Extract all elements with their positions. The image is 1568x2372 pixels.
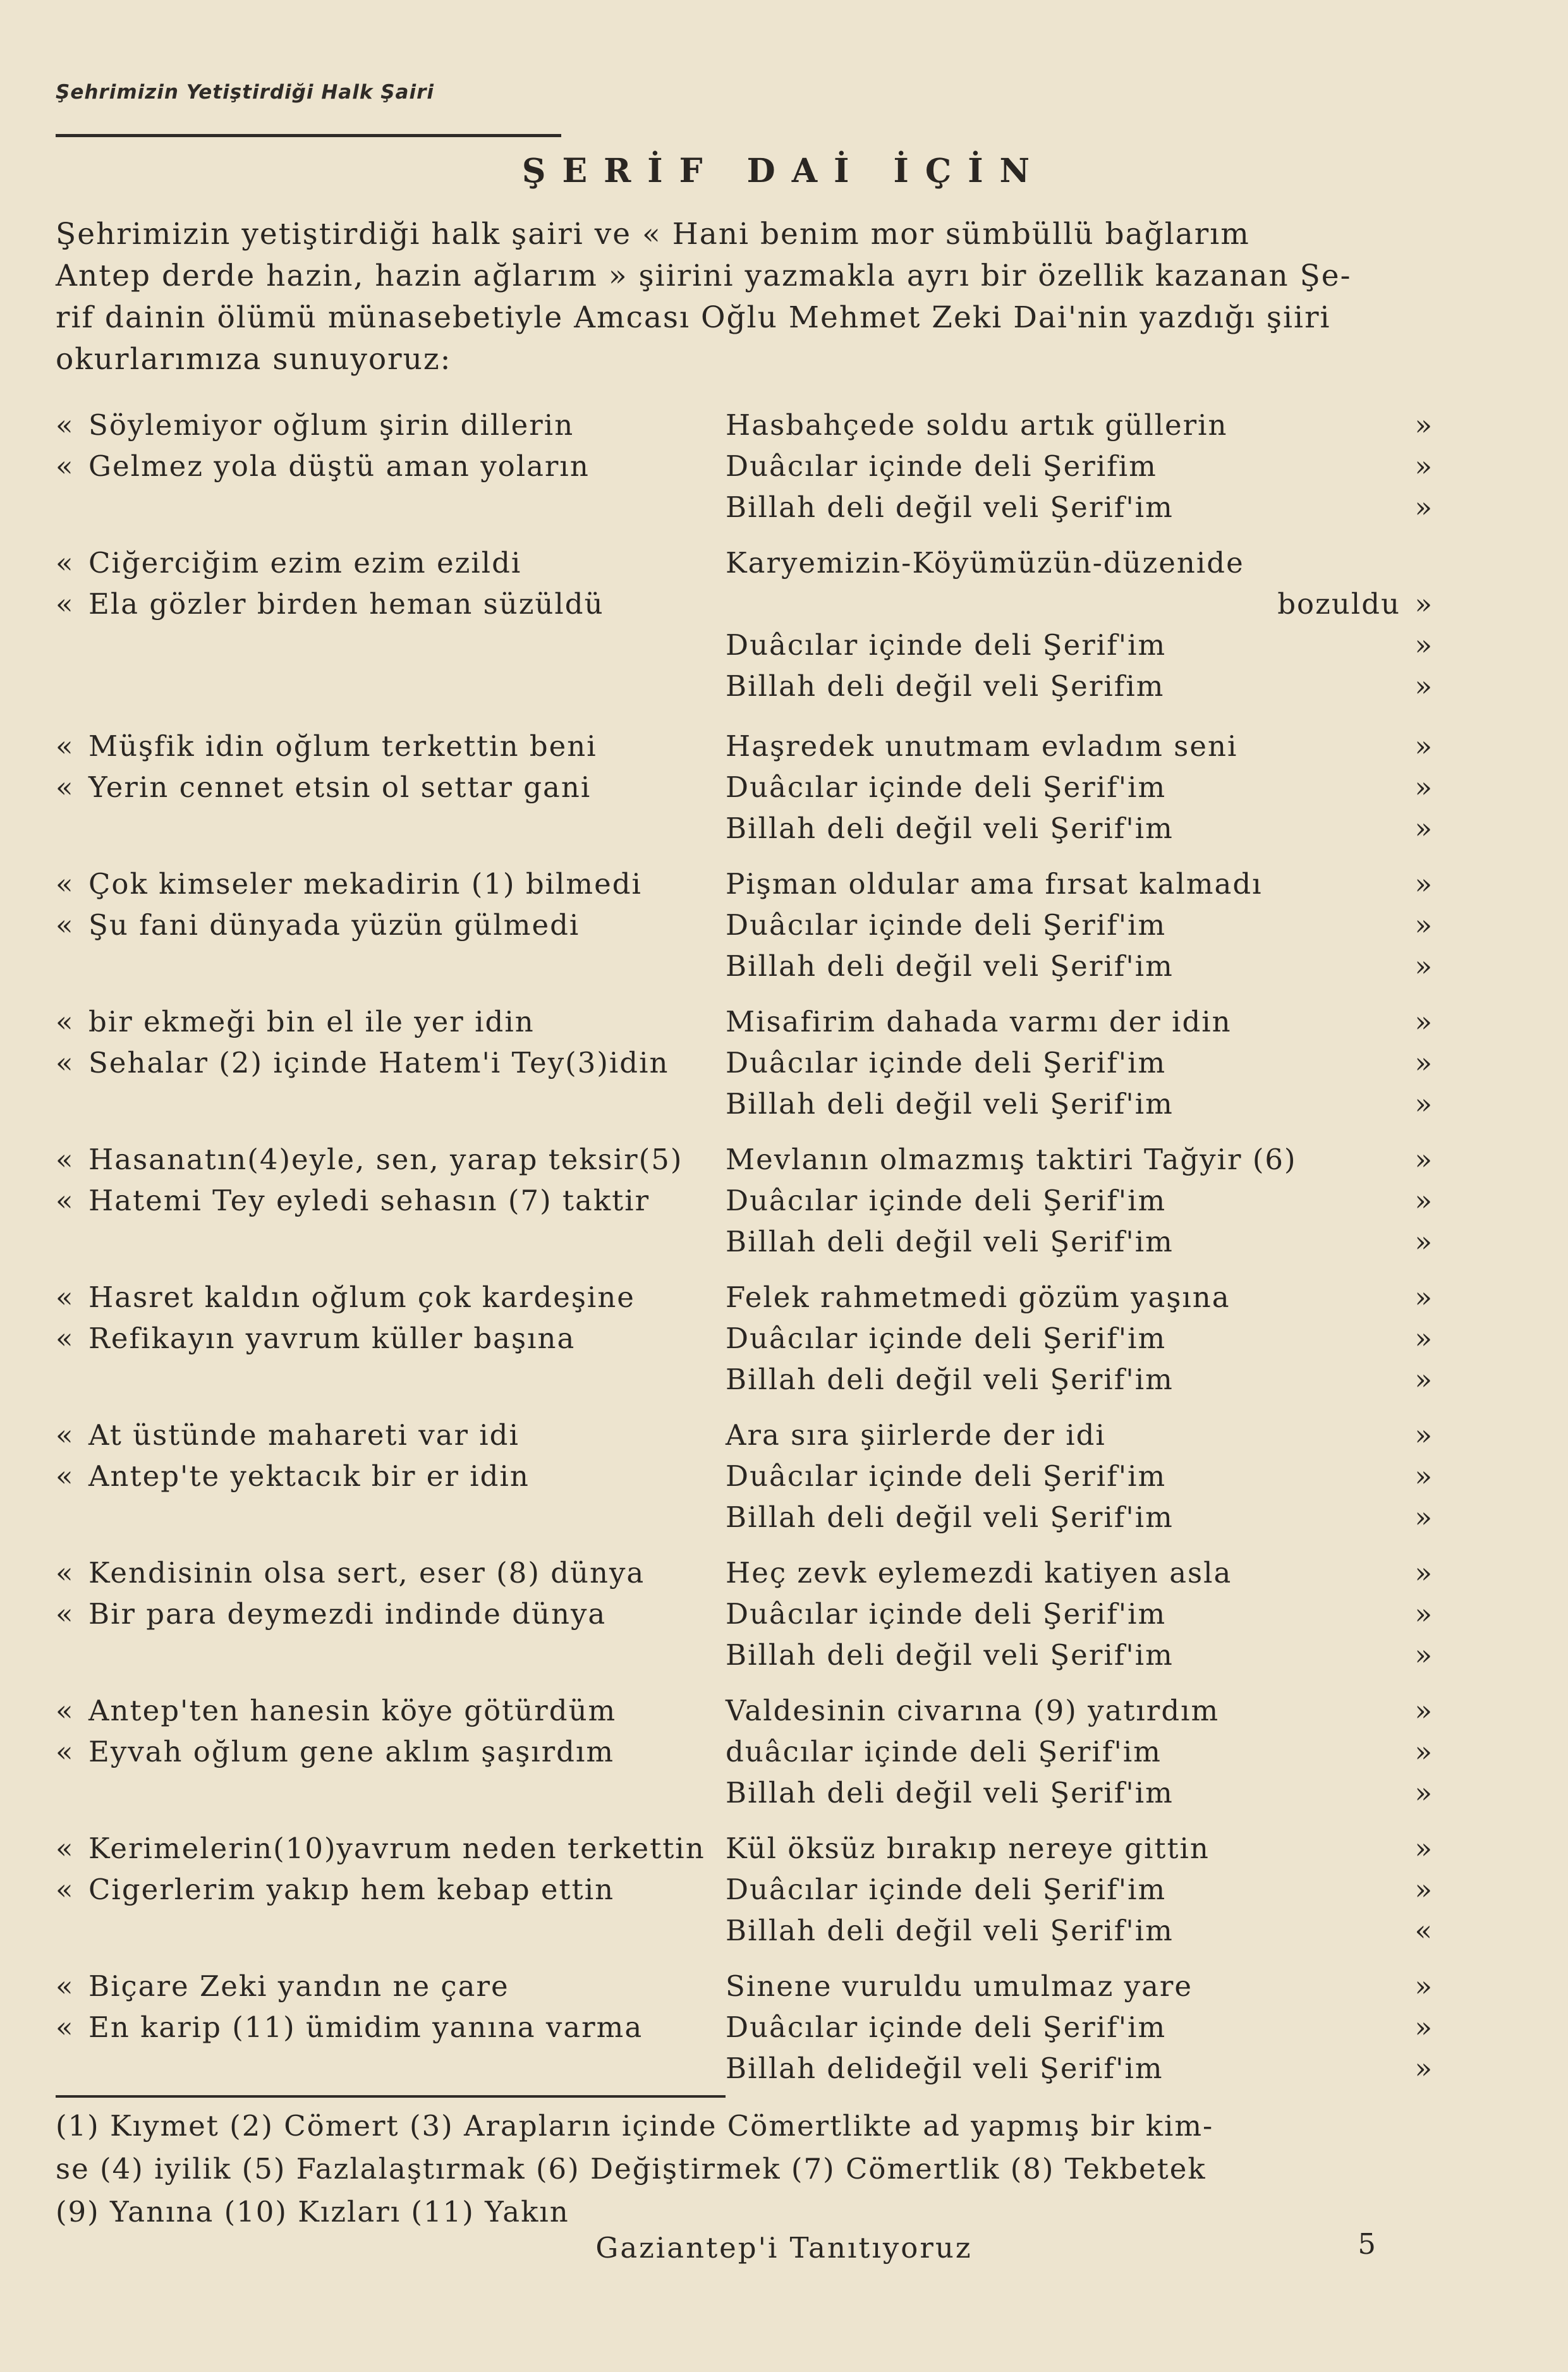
- header-rule: [56, 134, 561, 137]
- verse-text: Kendisinin olsa sert, eser (8) dünya: [88, 1556, 645, 1590]
- open-quote-mark: «: [56, 1832, 75, 1865]
- stanza-right-column: [726, 1001, 1433, 1124]
- open-quote-mark: «: [56, 1735, 75, 1768]
- stanza-left-column: [56, 542, 719, 624]
- stanza-left-column: [56, 1828, 719, 1910]
- stanza-right-column: [726, 1828, 1433, 1951]
- verse-text: Misafirim dahada varmı der idin: [726, 1005, 1232, 1038]
- verse-text: Eyvah oğlum gene aklım şaşırdım: [88, 1735, 615, 1768]
- stanza: [56, 1552, 1433, 1690]
- close-quote-mark: »: [1414, 2052, 1433, 2085]
- close-quote-mark: »: [1414, 1459, 1433, 1493]
- footer-title: Gaziantep'i Tanıtıyoruz: [595, 2231, 973, 2265]
- close-quote-mark: »: [1414, 1969, 1433, 2003]
- close-quote-mark: »: [1414, 449, 1433, 483]
- open-quote-mark: «: [56, 1459, 75, 1493]
- verse-text: At üstünde mahareti var idi: [88, 1418, 520, 1452]
- open-quote-mark: «: [56, 1597, 75, 1631]
- verse-text: Duâcılar içinde deli Şerif'im: [726, 908, 1167, 942]
- verse-line: [726, 1910, 1433, 1951]
- verse-line: [726, 863, 1433, 904]
- verse-line: [56, 863, 719, 904]
- verse-text: Ara sıra şiirlerde der idi: [726, 1418, 1106, 1452]
- verse-text: Duâcılar içinde deli Şerif'im: [726, 2010, 1167, 2044]
- verse-line: [726, 1042, 1433, 1083]
- stanza: [56, 1001, 1433, 1139]
- close-quote-mark: »: [1414, 1280, 1433, 1314]
- verse-text: Duâcılar içinde deli Şerif'im: [726, 1322, 1167, 1355]
- open-quote-mark: «: [56, 408, 75, 442]
- stanza-left-column: [56, 404, 719, 487]
- close-quote-mark: »: [1414, 1418, 1433, 1452]
- verse-line: [56, 1001, 719, 1042]
- verse-line: [726, 2007, 1433, 2048]
- verse-text: Gelmez yola düştü aman yoların: [88, 449, 590, 483]
- verse-line: [56, 1828, 719, 1869]
- verse-continuation: bozuldu: [1277, 587, 1401, 621]
- poem-body: [56, 404, 1433, 2103]
- close-quote-mark: »: [1414, 1597, 1433, 1631]
- stanza: [56, 863, 1433, 1001]
- verse-text: Hatemi Tey eyledi sehasın (7) taktir: [88, 1184, 650, 1217]
- close-quote-mark: »: [1414, 908, 1433, 942]
- verse-text: Sinene vuruldu umulmaz yare: [726, 1969, 1193, 2003]
- close-quote-mark: »: [1414, 949, 1433, 983]
- verse-line: [56, 1042, 719, 1083]
- stanza-right-column: [726, 1414, 1433, 1538]
- open-quote-mark: «: [56, 908, 75, 942]
- verse-line: [726, 1828, 1433, 1869]
- verse-text: Antep'te yektacık bir er idin: [88, 1459, 530, 1493]
- verse-line: [56, 583, 719, 624]
- verse-line: [56, 1139, 719, 1180]
- stanza-right-column: [726, 863, 1433, 987]
- poem-title: ŞERİF DAİ İÇİN: [521, 152, 1047, 190]
- close-quote-mark: »: [1414, 1005, 1433, 1038]
- footnote-line: se (4) iyilik (5) Fazlalaştırmak (6) Değiştirmek (7) Cömertlik (8) Tekbetek: [56, 2152, 1206, 2186]
- verse-text: Billah deli değil veli Şerif'im: [726, 1225, 1174, 1258]
- close-quote-mark: »: [1414, 628, 1433, 662]
- verse-line: [56, 1731, 719, 1772]
- stanza-right-column: [726, 726, 1433, 849]
- verse-text: Billah deli değil veli Şerif'im: [726, 1363, 1174, 1396]
- verse-line: [726, 904, 1433, 946]
- verse-line: [726, 624, 1433, 666]
- verse-line: [56, 542, 719, 583]
- verse-text: Mevlanın olmazmış taktiri Tağyir (6): [726, 1143, 1297, 1176]
- stanza: [56, 542, 1433, 726]
- close-quote-mark: «: [1414, 1914, 1433, 1947]
- stanza-right-column: [726, 1552, 1433, 1676]
- stanza-left-column: [56, 1139, 719, 1221]
- verse-line: [56, 446, 719, 487]
- verse-line: [726, 1001, 1433, 1042]
- open-quote-mark: «: [56, 2010, 75, 2044]
- close-quote-mark: »: [1414, 2010, 1433, 2044]
- intro-line: okurlarımıza sunuyoruz:: [56, 342, 452, 377]
- verse-line: [726, 1634, 1433, 1676]
- verse-line: [726, 1318, 1433, 1359]
- verse-text: Bir para deymezdi indinde dünya: [88, 1597, 607, 1631]
- stanza: [56, 1414, 1433, 1552]
- open-quote-mark: «: [56, 1005, 75, 1038]
- verse-text: Yerin cennet etsin ol settar gani: [88, 770, 592, 804]
- stanza-right-column: [726, 1966, 1433, 2089]
- verse-line: [56, 767, 719, 808]
- close-quote-mark: »: [1414, 1735, 1433, 1768]
- close-quote-mark: »: [1414, 867, 1433, 901]
- close-quote-mark: »: [1414, 1046, 1433, 1080]
- verse-line: [726, 487, 1433, 528]
- stanza-right-column: [726, 1690, 1433, 1813]
- close-quote-mark: »: [1414, 1363, 1433, 1396]
- verse-text: Billah deli değil veli Şerif'im: [726, 1914, 1174, 1947]
- verse-text: Şu fani dünyada yüzün gülmedi: [88, 908, 580, 942]
- verse-text: Kerimelerin(10)yavrum neden terkettin: [88, 1832, 705, 1865]
- verse-text: Duâcılar içinde deli Şerif'im: [726, 770, 1167, 804]
- verse-text: Sehalar (2) içinde Hatem'i Tey(3)idin: [88, 1046, 669, 1080]
- verse-text: Billah deli değil veli Şerif'im: [726, 1500, 1174, 1534]
- open-quote-mark: «: [56, 1143, 75, 1176]
- verse-line: [726, 666, 1433, 707]
- footnote-line: (1) Kıymet (2) Cömert (3) Arapların içinde Cömertlikte ad yapmış bir kim-: [56, 2109, 1214, 2143]
- verse-line: [726, 1139, 1433, 1180]
- verse-text: Duâcılar içinde deli Şerif'im: [726, 1046, 1167, 1080]
- stanza-left-column: [56, 1001, 719, 1083]
- close-quote-mark: »: [1414, 1225, 1433, 1258]
- verse-text: Pişman oldular ama fırsat kalmadı: [726, 867, 1263, 901]
- verse-text: Billah deli değil veli Şerif'im: [726, 490, 1174, 524]
- close-quote-mark: »: [1414, 729, 1433, 763]
- verse-text: Kül öksüz bırakıp nereye gittin: [726, 1832, 1210, 1865]
- stanza-left-column: [56, 1690, 719, 1772]
- stanza-left-column: [56, 1966, 719, 2048]
- verse-text: Çok kimseler mekadirin (1) bilmedi: [88, 867, 642, 901]
- verse-line: [56, 726, 719, 767]
- open-quote-mark: «: [56, 1046, 75, 1080]
- verse-text: Duâcılar içinde deli Şerif'im: [726, 1459, 1167, 1493]
- verse-line: [726, 1552, 1433, 1593]
- close-quote-mark: »: [1414, 1638, 1433, 1672]
- verse-text: Duâcılar içinde deli Şerif'im: [726, 1184, 1167, 1217]
- close-quote-mark: »: [1414, 1500, 1433, 1534]
- verse-line: [56, 1318, 719, 1359]
- verse-text: Duâcılar içinde deli Şerifim: [726, 449, 1157, 483]
- running-header: Şehrimizin Yetiştirdiği Halk Şairi: [56, 81, 435, 104]
- verse-text: Hasret kaldın oğlum çok kardeşine: [88, 1280, 635, 1314]
- stanza: [56, 1690, 1433, 1828]
- verse-text: Billah delideğil veli Şerif'im: [726, 2052, 1164, 2085]
- verse-text: Billah deli değil veli Şerifim: [726, 669, 1165, 703]
- verse-text: Biçare Zeki yandın ne çare: [88, 1969, 509, 2003]
- verse-text: Refikayın yavrum küller başına: [88, 1322, 576, 1355]
- verse-line: [726, 1359, 1433, 1400]
- verse-line: [726, 446, 1433, 487]
- close-quote-mark: »: [1414, 1832, 1433, 1865]
- verse-line: [726, 1497, 1433, 1538]
- stanza-left-column: [56, 1552, 719, 1634]
- stanza-right-column: [726, 542, 1433, 707]
- verse-line: [726, 2048, 1433, 2089]
- stanza: [56, 1828, 1433, 1966]
- verse-line: [56, 1593, 719, 1634]
- verse-text: Valdesinin civarına (9) yatırdım: [726, 1694, 1220, 1727]
- intro-paragraph: [56, 214, 1395, 380]
- verse-line: [56, 1456, 719, 1497]
- verse-line: [56, 1869, 719, 1910]
- close-quote-mark: »: [1414, 1322, 1433, 1355]
- open-quote-mark: «: [56, 867, 75, 901]
- open-quote-mark: «: [56, 1556, 75, 1590]
- open-quote-mark: «: [56, 449, 75, 483]
- verse-text: En karip (11) ümidim yanına varma: [88, 2010, 643, 2044]
- verse-text: Karyemizin-Köyümüzün-düzenide: [726, 546, 1244, 580]
- verse-line: [726, 1180, 1433, 1221]
- page-number: 5: [1358, 2227, 1376, 2261]
- verse-line: [726, 1731, 1433, 1772]
- verse-text: Felek rahmetmedi gözüm yaşına: [726, 1280, 1231, 1314]
- close-quote-mark: »: [1414, 770, 1433, 804]
- verse-line: [726, 1772, 1433, 1813]
- open-quote-mark: «: [56, 1184, 75, 1217]
- close-quote-mark: »: [1414, 1184, 1433, 1217]
- close-quote-mark: »: [1414, 1776, 1433, 1809]
- verse-line: [56, 404, 719, 446]
- verse-text: Billah deli değil veli Şerif'im: [726, 812, 1174, 845]
- open-quote-mark: «: [56, 1694, 75, 1727]
- verse-line: [726, 1083, 1433, 1124]
- verse-line: [726, 1593, 1433, 1634]
- close-quote-mark: »: [1414, 669, 1433, 703]
- open-quote-mark: «: [56, 729, 75, 763]
- verse-text: bir ekmeği bin el ile yer idin: [88, 1005, 535, 1038]
- open-quote-mark: «: [56, 1418, 75, 1452]
- verse-line: [726, 808, 1433, 849]
- verse-text: Müşfik idin oğlum terkettin beni: [88, 729, 597, 763]
- verse-line: [56, 1690, 719, 1731]
- stanza: [56, 404, 1433, 542]
- verse-line: [56, 904, 719, 946]
- verse-line: [726, 1277, 1433, 1318]
- open-quote-mark: «: [56, 1969, 75, 2003]
- stanza-right-column: [726, 1139, 1433, 1262]
- verse-line: [56, 2007, 719, 2048]
- verse-line: [726, 946, 1433, 987]
- verse-line: [56, 1966, 719, 2007]
- verse-line: [726, 583, 1433, 624]
- verse-text: Billah deli değil veli Şerif'im: [726, 949, 1174, 983]
- close-quote-mark: »: [1414, 1873, 1433, 1906]
- footnote-line: (9) Yanına (10) Kızları (11) Yakın: [56, 2195, 569, 2229]
- close-quote-mark: »: [1414, 1143, 1433, 1176]
- verse-line: [726, 1414, 1433, 1456]
- open-quote-mark: «: [56, 546, 75, 580]
- verse-line: [726, 1869, 1433, 1910]
- intro-line: rif dainin ölümü münasebetiyle Amcası Oğlu Mehmet Zeki Dai'nin yazdığı şiiri: [56, 300, 1331, 335]
- verse-text: Cigerlerim yakıp hem kebap ettin: [88, 1873, 615, 1906]
- verse-text: Duâcılar içinde deli Şerif'im: [726, 1873, 1167, 1906]
- verse-line: [726, 1221, 1433, 1262]
- close-quote-mark: »: [1414, 408, 1433, 442]
- open-quote-mark: «: [56, 1873, 75, 1906]
- close-quote-mark: »: [1414, 1087, 1433, 1121]
- stanza: [56, 1277, 1433, 1414]
- verse-line: [56, 1552, 719, 1593]
- verse-text: Söylemiyor oğlum şirin dillerin: [88, 408, 574, 442]
- verse-text: Billah deli değil veli Şerif'im: [726, 1638, 1174, 1672]
- footnotes: [56, 2105, 1395, 2234]
- verse-text: Hasanatın(4)eyle, sen, yarap teksir(5): [88, 1143, 683, 1176]
- verse-text: Duâcılar içinde deli Şerif'im: [726, 628, 1167, 662]
- open-quote-mark: «: [56, 587, 75, 621]
- stanza-left-column: [56, 863, 719, 946]
- close-quote-mark: »: [1414, 587, 1433, 621]
- verse-text: Duâcılar içinde deli Şerif'im: [726, 1597, 1167, 1631]
- stanza-right-column: [726, 1277, 1433, 1400]
- close-quote-mark: »: [1414, 1556, 1433, 1590]
- verse-line: [726, 542, 1433, 583]
- verse-text: Ciğerciğim ezim ezim ezildi: [88, 546, 522, 580]
- verse-line: [726, 726, 1433, 767]
- close-quote-mark: »: [1414, 812, 1433, 845]
- verse-text: Hasbahçede soldu artık güllerin: [726, 408, 1228, 442]
- verse-text: Billah deli değil veli Şerif'im: [726, 1087, 1174, 1121]
- verse-line: [56, 1180, 719, 1221]
- close-quote-mark: »: [1414, 490, 1433, 524]
- footnote-rule: [56, 2095, 726, 2098]
- verse-text: duâcılar içinde deli Şerif'im: [726, 1735, 1162, 1768]
- open-quote-mark: «: [56, 770, 75, 804]
- verse-line: [726, 1966, 1433, 2007]
- verse-line: [56, 1277, 719, 1318]
- intro-line: Antep derde hazin, hazin ağlarım » şiirini yazmakla ayrı bir özellik kazanan Şe-: [56, 258, 1352, 293]
- stanza: [56, 1966, 1433, 2103]
- verse-text: Heç zevk eylemezdi katiyen asla: [726, 1556, 1232, 1590]
- verse-line: [726, 767, 1433, 808]
- verse-text: Billah deli değil veli Şerif'im: [726, 1776, 1174, 1809]
- stanza-left-column: [56, 726, 719, 808]
- stanza: [56, 726, 1433, 863]
- verse-line: [56, 1414, 719, 1456]
- stanza-right-column: [726, 404, 1433, 528]
- verse-text: Haşredek unutmam evladım seni: [726, 729, 1238, 763]
- open-quote-mark: «: [56, 1280, 75, 1314]
- verse-text: Antep'ten hanesin köye götürdüm: [88, 1694, 617, 1727]
- close-quote-mark: »: [1414, 1694, 1433, 1727]
- intro-line: Şehrimizin yetiştirdiği halk şairi ve « Hani benim mor sümbüllü bağlarım: [56, 217, 1250, 252]
- open-quote-mark: «: [56, 1322, 75, 1355]
- stanza: [56, 1139, 1433, 1277]
- verse-line: [726, 404, 1433, 446]
- stanza-left-column: [56, 1277, 719, 1359]
- verse-line: [726, 1456, 1433, 1497]
- stanza-left-column: [56, 1414, 719, 1497]
- verse-text: Ela gözler birden heman süzüldü: [88, 587, 604, 621]
- verse-line: [726, 1690, 1433, 1731]
